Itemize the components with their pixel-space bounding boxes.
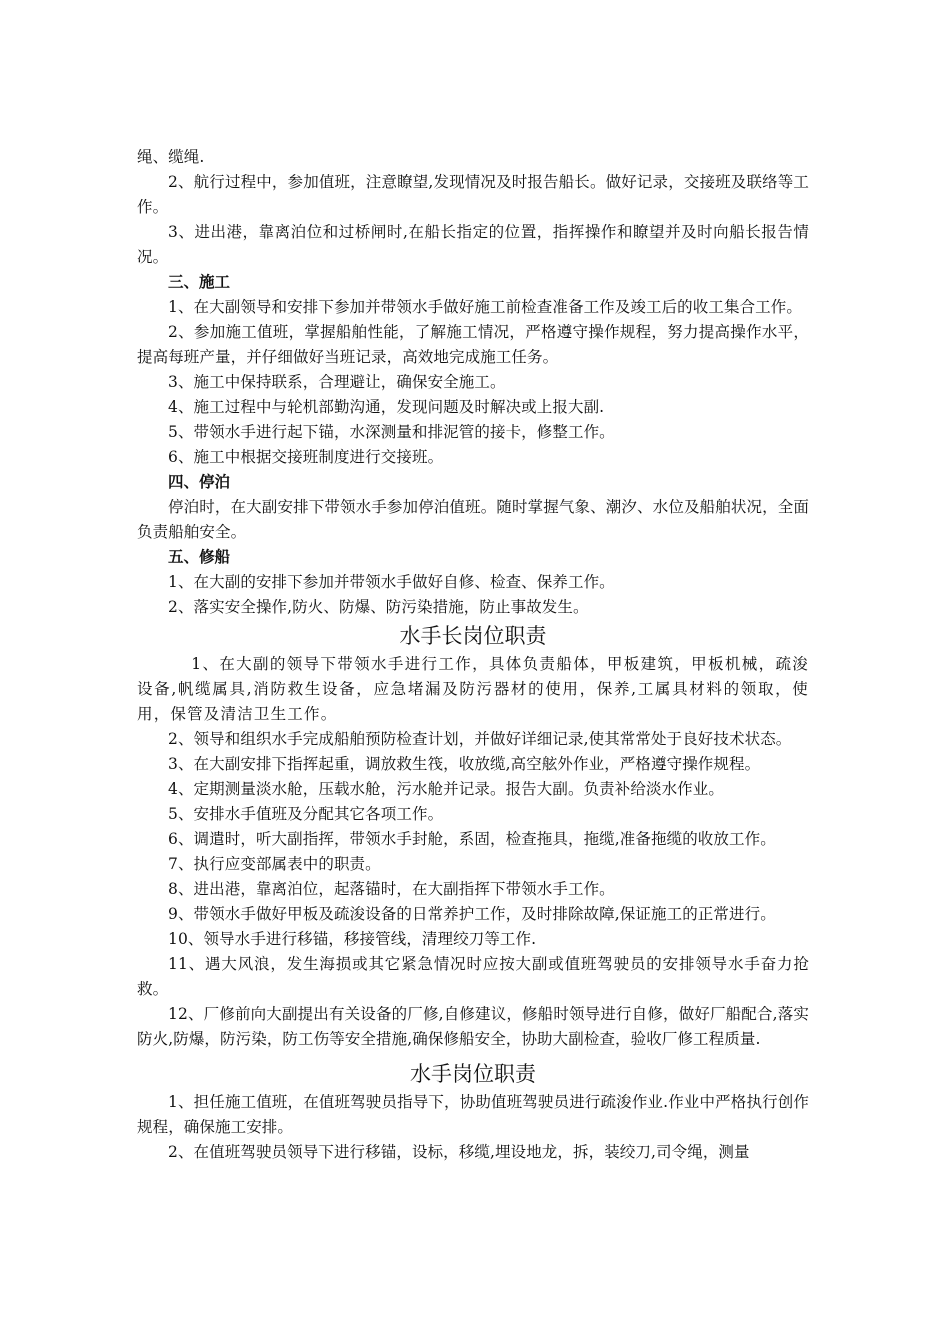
section-heading-berthing: 四、停泊 <box>168 473 231 491</box>
paragraph-continuation: 绳、缆绳. <box>137 148 205 166</box>
repair-item: 1、在大副的安排下参加并带领水手做好自修、检查、保养工作。 <box>168 573 615 591</box>
boatswain-item: 10、领导水手进行移锚，移接管线，清理绞刀等工作. <box>168 930 537 948</box>
section-heading-repair: 五、修船 <box>168 548 231 566</box>
section-heading-construction: 三、施工 <box>168 273 231 291</box>
boatswain-item: 9、带领水手做好甲板及疏浚设备的日常养护工作，及时排除故障,保证施工的正常进行。 <box>168 905 776 923</box>
boatswain-item: 11、遇大风浪，发生海损或其它紧急情况时应按大副或值班驾驶员的安排领导水手奋力抢救。 <box>137 955 809 998</box>
paragraph-port-duty: 3、进出港，靠离泊位和过桥闸时,在船长指定的位置，指挥操作和瞭望并及时向船长报告情况。 <box>137 223 809 266</box>
repair-item: 2、落实安全操作,防火、防爆、防污染措施，防止事故发生。 <box>168 598 589 616</box>
construction-item: 4、施工过程中与轮机部勤沟通，发现问题及时解决或上报大副. <box>168 398 605 416</box>
construction-item: 3、施工中保持联系，合理避让，确保安全施工。 <box>168 373 506 391</box>
boatswain-item: 8、进出港，靠离泊位，起落锚时，在大副指挥下带领水手工作。 <box>168 880 615 898</box>
sailor-item: 2、在值班驾驶员领导下进行移锚，设标，移缆,埋设地龙，拆，装绞刀,司令绳，测量 <box>168 1143 750 1161</box>
boatswain-item: 3、在大副安排下指挥起重，调放救生筏，收放缆,高空舷外作业，严格遵守操作规程。 <box>168 755 761 773</box>
construction-item: 5、带领水手进行起下锚，水深测量和排泥管的接卡，修整工作。 <box>168 423 615 441</box>
boatswain-duties-title: 水手长岗位职责 <box>399 624 547 648</box>
sailor-duties-title: 水手岗位职责 <box>410 1062 536 1086</box>
berthing-text: 停泊时，在大副安排下带领水手参加停泊值班。随时掌握气象、潮汐、水位及船舶状况，全面负责船舶安全。 <box>137 498 809 541</box>
sailor-item: 1、担任施工值班，在值班驾驶员指导下，协助值班驾驶员进行疏浚作业.作业中严格执行创作规程，确保施工安排。 <box>137 1093 809 1136</box>
boatswain-item: 4、定期测量淡水舱，压载水舱，污水舱并记录。报告大副。负责补给淡水作业。 <box>168 780 724 798</box>
construction-item: 2、参加施工值班，掌握船舶性能，了解施工情况，严格遵守操作规程，努力提高操作水平，提高每班产量，并仔细做好当班记录，高效地完成施工任务。 <box>137 323 809 366</box>
boatswain-item: 12、厂修前向大副提出有关设备的厂修,自修建议，修船时领导进行自修，做好厂船配合,落实防火,防爆，防污染，防工伤等安全措施,确保修船安全，协助大副检查，验收厂修工程质量. <box>137 1005 809 1048</box>
boatswain-item: 5、安排水手值班及分配其它各项工作。 <box>168 805 444 823</box>
boatswain-item: 1、在大副的领导下带领水手进行工作，具体负责船体，甲板建筑，甲板机械，疏浚设备,帆缆属具,消防救生设备，应急堵漏及防污器材的使用，保养,工属具材料的领取，使用，保管及清洁卫生工作。 <box>137 655 809 723</box>
construction-item: 6、施工中根据交接班制度进行交接班。 <box>168 448 444 466</box>
document-page <box>137 145 809 1165</box>
paragraph-navigation-duty: 2、航行过程中，参加值班，注意瞭望,发现情况及时报告船长。做好记录，交接班及联络等工作。 <box>137 173 809 216</box>
boatswain-item: 2、领导和组织水手完成船舶预防检查计划，并做好详细记录,使其常常处于良好技术状态。 <box>168 730 792 748</box>
boatswain-item: 7、执行应变部属表中的职责。 <box>168 855 381 873</box>
boatswain-item: 6、调遣时，听大副指挥，带领水手封舱，系固，检查拖具，拖缆,准备拖缆的收放工作。 <box>168 830 776 848</box>
construction-item: 1、在大副领导和安排下参加并带领水手做好施工前检查准备工作及竣工后的收工集合工作。 <box>168 298 802 316</box>
